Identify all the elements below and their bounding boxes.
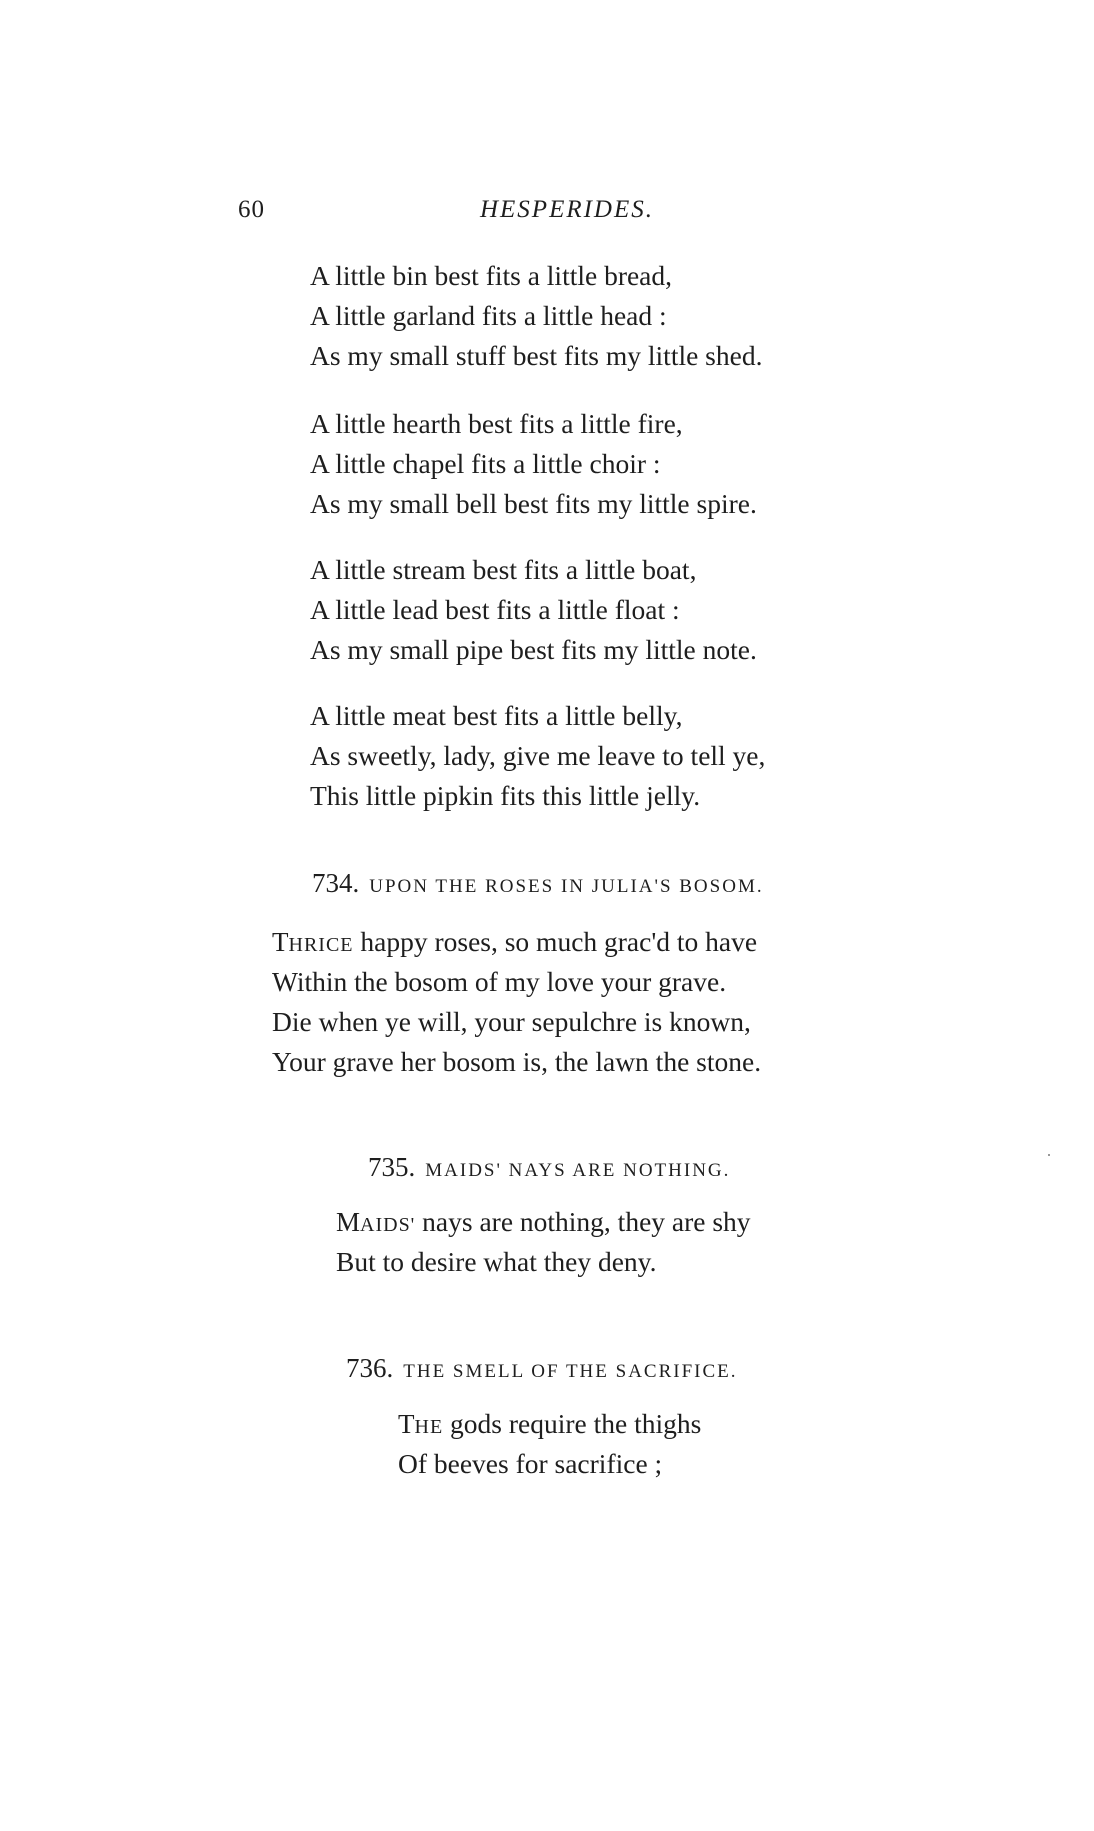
poem-line: Within the bosom of my love your grave.: [272, 966, 727, 997]
running-head: [0, 196, 1094, 236]
running-title: HESPERIDES.: [479, 196, 655, 223]
poem-line: As my small stuff best fits my little shed.: [310, 340, 763, 371]
poem-734-line-1: THRICE happy roses, so much grac'd to have: [272, 926, 758, 957]
poem-line: Your grave her bosom is, the lawn the stone.: [272, 1046, 762, 1077]
poem-line: A little meat best fits a little belly,: [310, 700, 683, 731]
poem-735-heading: [368, 1154, 730, 1181]
poem-736-heading: [346, 1355, 738, 1382]
stray-mark: [1048, 1154, 1050, 1156]
poem-title: UPON THE ROSES IN JULIA'S BOSOM.: [369, 876, 764, 897]
poem-title: MAIDS' NAYS ARE NOTHING.: [425, 1160, 731, 1181]
poem-number: 734.: [312, 868, 360, 898]
poem-line: As my small pipe best fits my little note.: [310, 634, 757, 665]
poem-number: 736.: [346, 1353, 394, 1383]
poem-line: A little lead best fits a little float :: [310, 594, 680, 625]
poem-line: Of beeves for sacrifice ;: [398, 1448, 663, 1479]
poem-line: As my small bell best fits my little spire.: [310, 488, 757, 519]
poem-736-line-1: THE gods require the thighs: [398, 1408, 702, 1439]
poem-line: A little stream best fits a little boat,: [310, 554, 697, 585]
poem-line: A little bin best fits a little bread,: [310, 260, 673, 291]
poem-line: This little pipkin fits this little jelly.: [310, 780, 701, 811]
poem-number: 735.: [368, 1152, 416, 1182]
poem-735-line-1: MAIDS' nays are nothing, they are shy: [336, 1206, 751, 1237]
poem-734-heading: [312, 870, 764, 897]
page-number: 60: [238, 196, 265, 223]
poem-line: But to desire what they deny.: [336, 1246, 657, 1277]
poem-line: A little hearth best fits a little fire,: [310, 408, 683, 439]
poem-line: A little garland fits a little head :: [310, 300, 667, 331]
poem-title: THE SMELL OF THE SACRIFICE.: [403, 1361, 738, 1382]
poem-line: Die when ye will, your sepulchre is known,: [272, 1006, 751, 1037]
poem-line: As sweetly, lady, give me leave to tell ye,: [310, 740, 766, 771]
poem-line: A little chapel fits a little choir :: [310, 448, 661, 479]
